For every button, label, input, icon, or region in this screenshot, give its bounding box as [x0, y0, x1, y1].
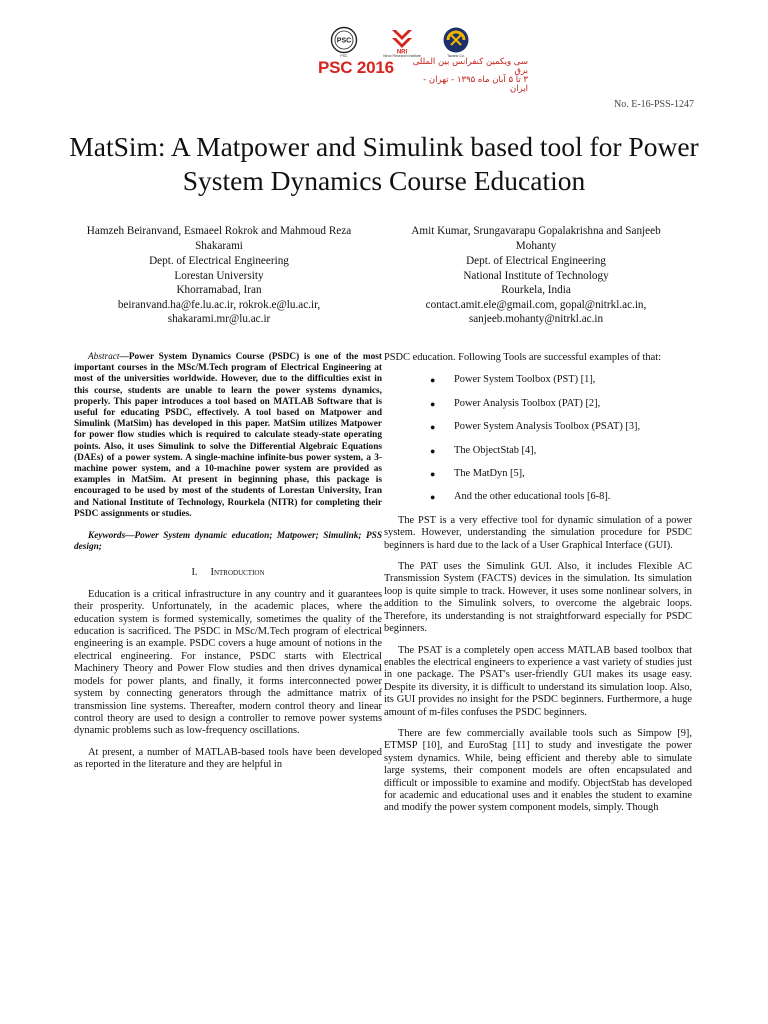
bullet-icon: ● [430, 375, 436, 386]
body-paragraph: The PSAT is a completely open access MATLAB based toolbox that enables the electrical engineers to experience a vast variety of studies just in one package. The PSAT's user-friendly GUI makes its usage easy. Despite its diversity, it is difficult to understand its simulation loop. Also, its GUI provides no insight for the PSDC beginners. Furthermore, a huge amount of m-files confuses the PSDC beginners. [384, 644, 692, 718]
tavanir-logo-label: Tavanir Co. [447, 54, 465, 58]
bullet-icon: ● [430, 398, 436, 409]
author-dept: Dept. of Electrical Engineering [149, 255, 289, 267]
nri-logo-icon [388, 26, 416, 54]
persian-line-2: ۳ تا ۵ آبان ماه ۱۳۹۵ - تهران - ایران [423, 75, 528, 94]
bullet-icon: ● [430, 469, 436, 480]
body-paragraph: The PST is a very effective tool for dynamic simulation of a power system. However, understanding the simulation procedure for PSDC beginners is hard due to the lack of a User Graphical Interface (GUI). [384, 514, 692, 551]
author-location: Khorramabad, Iran [176, 284, 262, 296]
list-item: ● And the other educational tools [6-8]. [430, 491, 611, 503]
left-column [74, 352, 382, 781]
nri-logo-label: Niroo Research Institute [383, 54, 421, 58]
right-column [384, 352, 692, 824]
abstract-text: —Power System Dynamics Course (PSDC) is one of the most important courses in the MSc/M.Tech program of Electrical Engineering at most of the universities worldwide. However, due to the difficulties exist in this course, students are unable to learn the power systems dynamics, properly. This paper introduces a tool based on MATLAB Software that is useful for educating PSDC, effectively. A tool based on Matpower and Simulink (MatSim) has developed in this paper. MatSim utilizes Matpower for power flow studies which is required to calculate steady-state operating points. Also, it uses Simulink to solve the Differential Algebraic Equations (DAEs) of a power system. A single-machine infinite-bus power system, a 3-machine power system, and a 10-machine power system are provided as examples in MatSim. At present in beginning phase, this package is encouraged to be used by most of the students of Lorestan University, Iran and National Institute of Technology, Rourkela (NITR) for completing their PSDC assignments or studies. [74, 352, 382, 519]
bullet-icon: ● [430, 422, 436, 433]
author-names: Hamzeh Beiranvand, Esmaeel Rokrok and Mahmoud Reza Shakarami [86, 225, 352, 252]
abstract [74, 352, 382, 520]
persian-line-1: سی ویکمین کنفرانس بین المللی برق [412, 57, 528, 76]
author-location: Rourkela, India [501, 284, 571, 296]
bullet-icon: ● [430, 445, 436, 456]
author-institution: Lorestan University [174, 269, 264, 282]
section-number: I. [191, 567, 198, 579]
author-emails: beiranvand.ha@fe.lu.ac.ir, rokrok.e@lu.ac.ir, shakarami.mr@lu.ac.ir [117, 298, 321, 325]
abstract-label: Abstract [88, 352, 120, 362]
author-dept: Dept. of Electrical Engineering [466, 255, 606, 267]
body-paragraph: At present, a number of MATLAB-based tools have been developed as reported in the literature and they are helpful in [74, 746, 382, 771]
conference-persian-text [410, 58, 528, 94]
svg-text:PSC: PSC [336, 37, 352, 45]
psc-logo-icon [330, 26, 358, 54]
author-block-1 [74, 224, 364, 327]
section-heading [74, 567, 382, 579]
body-paragraph: Education is a critical infrastructure in any country and it guarantees their prosperity. Unfortunately, in the academic places, where the education system is formed systemically, sometimes the quality of the education is sacrificed. The PSDC in MSc/M.Tech program of electrical engineering is an example. PSDC covers a huge amount of notions in the electrical engineering. For instance, PSDC starts with Electrical Machinery Theory and Power Flow studies and then drives dynamical models for power plants, and finally, it forms interconnected power system by connecting generators through the admittance matrix of transmission line systems. Thereafter, modern control theory and linear control theory are used to design a controller to remove power systems dynamic problems such as low-frequency oscillations. [74, 588, 382, 737]
tavanir-logo-icon [442, 26, 470, 54]
logo-row [330, 26, 480, 56]
author-institution: National Institute of Technology [463, 269, 609, 282]
bullet-icon: ● [430, 492, 436, 503]
keywords [74, 531, 382, 553]
list-item: ● The MatDyn [5], [430, 468, 525, 480]
keywords-text: —Power System dynamic education; Matpower; Simulink; PSS design; [74, 531, 382, 553]
keywords-label: Keywords [88, 531, 126, 542]
tool-list [384, 374, 692, 503]
list-item: ● Power Analysis Toolbox (PAT) [2], [430, 397, 601, 409]
paper-number: No. E-16-PSS-1247 [613, 99, 694, 110]
body-paragraph: The PAT uses the Simulink GUI. Also, it includes Flexible AC Transmission System (FACTS) devices in the simulation. Its simulation loop is quite simple to track. However, it uses some nonlinear solvers, in addition to the Simulink solvers, to overcome the algebraic loops. Therefore, its understanding is not straightforward especially for PSDC beginners. [384, 561, 692, 635]
psc-logo-label: PSC [340, 54, 348, 58]
list-item: ● The ObjectStab [4], [430, 444, 537, 456]
section-title: Introduction [210, 567, 265, 579]
body-paragraph: PSDC education. Following Tools are successful examples of that: [384, 352, 661, 363]
conference-header [318, 20, 528, 94]
svg-text:NRI: NRI [396, 49, 408, 54]
author-block-2 [392, 224, 680, 327]
list-item: ● Power System Toolbox (PST) [1], [430, 374, 596, 386]
body-paragraph: There are few commercially available tools such as Simpow [9], ETMSP [10], and EuroStag [11] to study and investigate the power system dynamics. While, being efficient and thereby able to simulate large systems, their component models are often encapsulated and difficult or impossible to examine and modify. ObjectStab has developed for academic and educational uses and it enables the student to examine and modify the power system component models, simply. Though [384, 727, 692, 814]
paper-title: MatSim: A Matpower and Simulink based tool for Power System Dynamics Course Education [69, 131, 699, 197]
list-item: ● Power System Analysis Toolbox (PSAT) [3], [430, 421, 641, 433]
author-names: Amit Kumar, Srungavarapu Gopalakrishna and Sanjeeb Mohanty [411, 225, 661, 252]
author-emails: contact.amit.ele@gmail.com, gopal@nitrkl.ac.in, sanjeeb.mohanty@nitrkl.ac.in [425, 298, 647, 325]
conference-name: PSC 2016 [318, 58, 394, 77]
